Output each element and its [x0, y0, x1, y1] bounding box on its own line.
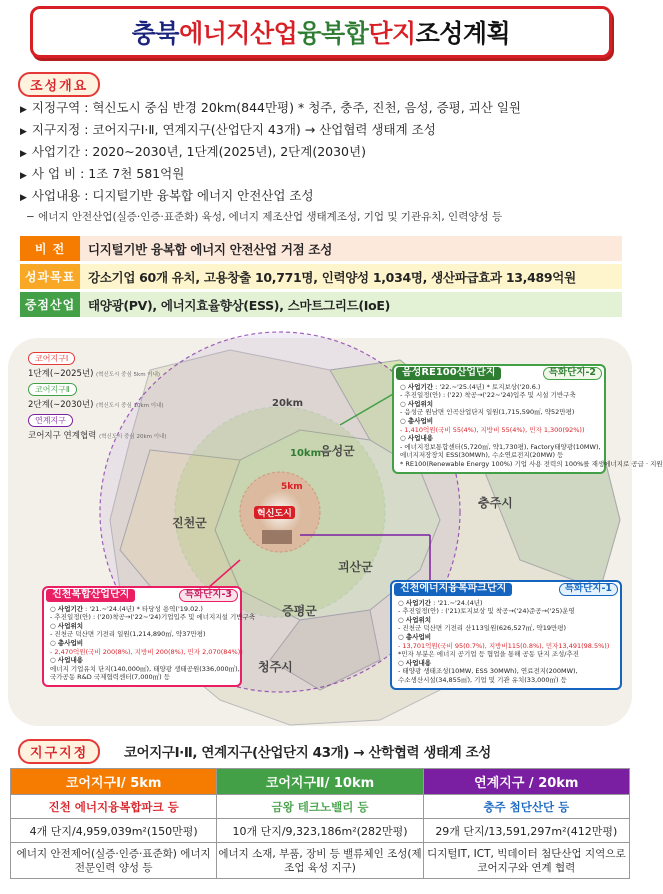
goesan-label: 괴산군 — [338, 560, 373, 574]
callout-line-text: 국가공동 R&D 국제협력센터(7,000㎡) 등 — [50, 673, 171, 682]
callout-line-heading: ○ 사업기간 — [400, 382, 434, 391]
callout-line — [400, 434, 600, 443]
callout-line — [398, 633, 616, 642]
callout-line — [400, 417, 600, 426]
callout-line-text: - 음성군 원남면 인곡산업단지 일원(1,715,590㎡, 약52만평) — [400, 408, 575, 417]
callout-line-text: *민자 부분은 에너지 공기업 등 협업을 통해 공동 단지 조성/추진 — [398, 650, 580, 659]
map-legend — [28, 352, 167, 441]
callout-line — [400, 459, 663, 469]
industry-row — [20, 292, 622, 317]
map-area — [0, 330, 663, 730]
ring-5km-label: 5km — [281, 482, 303, 492]
callout-line — [400, 383, 600, 392]
callout-line — [50, 605, 236, 614]
designation-label: 지구지정 — [18, 739, 100, 764]
overview-list — [20, 98, 630, 224]
callout-line-heading: ○ 사업기간 — [398, 598, 432, 607]
callout-line-heading: ○ 사업기간 — [50, 604, 84, 613]
callout-line-text: : '22.∼'25.(4년) * 토지보상('20.6.) — [433, 382, 541, 391]
overview-item — [20, 98, 630, 120]
overview-key: 지정구역 : — [31, 100, 89, 115]
callout-line-text: 에너지 기업유치 단지(140,000㎡), 태양광 생태공원(336,000㎡), — [50, 664, 240, 673]
callout-line-heading: ○ 총사업비 — [398, 632, 432, 641]
callout-line-text: - 13,701억원(국비 95(0.7%), 지방비115(0.8%), 민자13,491(98.5%)) — [398, 641, 610, 650]
callout-line — [398, 624, 616, 633]
overview-item — [20, 164, 630, 186]
legend-core2-text: 2단계(∼2030년) — [28, 400, 94, 410]
title-part-plan: 조성계획 — [415, 19, 511, 48]
callout-line-text: - 1,410억원(국비 55(4%), 지방비 55(4%), 민자 1,300(92%)) — [400, 425, 585, 434]
callout-line-heading: ○ 사업내용 — [400, 434, 434, 443]
overview-value: 디지털기반 융복합 에너지 안전산업 조성 — [92, 188, 314, 203]
overview-key: 사 업 비 : — [31, 166, 85, 181]
goal-key: 성과목표 — [20, 264, 80, 289]
overview-subnote: − 에너지 안전산업(실증·인증·표준화) 육성, 에너지 제조산업 생태계조성, 기업 및 기관유치, 인력양성 등 — [26, 211, 503, 223]
callout-line-text: 수소생산시설(34,855㎡), 기업 및 기관 유치(33,000㎡) 등 — [398, 675, 567, 684]
callout-jincheon-head — [46, 589, 238, 602]
callout-park-lines — [398, 599, 616, 685]
title-part-energy: 에너지산업 — [179, 19, 298, 48]
title-part-region: 충북 — [131, 19, 180, 48]
callout-line-heading: ○ 사업위치 — [50, 621, 84, 630]
overview-item — [20, 120, 630, 142]
callout-line-text: - 추진일정(안) : ('20)착공→('22∼'24)기업입주 및 에너지지설 기반구축 — [50, 613, 256, 622]
callout-line-heading: ○ 총사업비 — [400, 416, 434, 425]
overview-value: 2020∼2030년, 1단계(2025년), 2단계(2030년) — [92, 144, 366, 159]
zones-count-row — [11, 819, 630, 843]
callout-line — [400, 426, 600, 435]
callout-line-heading: ○ 사업위치 — [400, 399, 434, 408]
title-part-complex: 단지 — [368, 19, 416, 48]
legend-core1-pill: 코어지구Ⅰ — [28, 352, 75, 365]
callout-line — [50, 630, 236, 639]
zones-header-row — [11, 769, 630, 795]
designation-summary: 코어지구Ⅰ·Ⅱ, 연계지구(산업단지 43개) → 산학협력 생태계 조성 — [124, 745, 491, 761]
zone-core2-header: 코어지구Ⅱ/ 10km — [217, 769, 423, 795]
callout-eumseong-title: 음성RE100산업단지 — [396, 367, 501, 380]
overview-label: 조성개요 — [18, 72, 100, 97]
goal-value: 강소기업 60개 유치, 고용창출 10,771명, 인력양성 1,034명, 생산파급효과 13,489억원 — [80, 264, 622, 289]
industry-value: 태양광(PV), 에너지효율향상(ESS), 스마트그리드(IoE) — [80, 292, 622, 317]
zone-linked-desc: 디지털IT, ICT, 빅데이터 첨단산업 지역으로 코어지구와 연계 협력 — [423, 843, 629, 879]
callout-line-text: - 에너지정보통합센터(5,720㎡, 약1,730평), Factory태양광(10MW), — [400, 442, 601, 451]
zones-desc-row — [11, 843, 630, 879]
callout-line — [400, 451, 600, 460]
vision-key: 비 전 — [20, 236, 80, 261]
callout-line-text: - 2,470억원(국비 200(8%), 지방비 200(8%), 민자 2,070(84%)) — [50, 647, 243, 656]
overview-value: 1조 7천 581억원 — [88, 166, 185, 181]
triangle-bullet-icon: ▶ — [20, 193, 27, 203]
callout-line-text: - 추진일정(안) : ('22) 착공→('22∼'24)입주 및 시설 기반구축 — [400, 391, 576, 400]
callout-line — [398, 676, 616, 685]
overview-key: 사업기간 : — [31, 144, 89, 159]
zone-linked-subtitle: 충주 첨단산단 등 — [423, 795, 629, 819]
callout-park-title: 진천에너지융복파크단지 — [394, 583, 512, 596]
legend-core1-text: 1단계(∼2025년) — [28, 369, 94, 379]
callout-line-heading: ○ 사업내용 — [398, 658, 432, 667]
triangle-bullet-icon: ▶ — [20, 149, 27, 159]
triangle-bullet-icon: ▶ — [20, 171, 27, 181]
overview-key: 사업내용 : — [31, 188, 89, 203]
callout-line-text: : '21.∼'24.(4년) * 타당성 용역('19.02.) — [83, 604, 203, 613]
callout-line — [50, 613, 256, 622]
callout-line-text: : '21.∼'24.(4년) — [431, 598, 483, 607]
ring-10km-label: 10km — [290, 448, 321, 459]
zone-core2-desc: 에너지 소재, 부품, 장비 등 밸류체인 조성(제조업 육성 지구) — [217, 843, 423, 879]
callout-jincheon-complex — [42, 586, 256, 687]
callout-line-heading: ○ 사업내용 — [50, 656, 84, 665]
callout-eumseong-re100 — [392, 364, 663, 474]
callout-line — [398, 650, 616, 659]
page-title — [30, 6, 612, 58]
callout-line — [398, 599, 616, 608]
triangle-bullet-icon: ▶ — [20, 127, 27, 137]
callout-line-heading: ○ 사업위치 — [398, 615, 432, 624]
title-part-convergence: 융복합 — [297, 19, 369, 48]
zone-core1-desc: 에너지 안전제어(실증·인증·표준화) 에너지 전문인력 양성 등 — [11, 843, 217, 879]
callout-line — [398, 607, 616, 616]
zone-linked-header: 연계지구 / 20km — [423, 769, 629, 795]
zones-subtitle-row — [11, 795, 630, 819]
callout-line — [50, 639, 236, 648]
jincheon-label: 진천군 — [172, 516, 207, 530]
cheongju-label: 청주시 — [258, 660, 293, 674]
legend-core2-note: (혁신도시 중심 10km 이내) — [95, 403, 164, 409]
zone-linked-count: 29개 단지/13,591,297m²(412만평) — [423, 819, 629, 843]
callout-jincheon-tag: 특화단지-3 — [179, 589, 238, 602]
legend-core1-note: (혁신도시 중심 5km 이내) — [95, 372, 161, 378]
callout-line-text: - 진천군 덕산면 기전리 일원(1,214,890㎡, 약37만평) — [50, 630, 206, 639]
overview-item — [20, 186, 630, 208]
chungju-label: 충주시 — [478, 496, 513, 510]
legend-linked-text: 코어지구 연계협력 — [28, 431, 97, 441]
legend-core2-pill: 코어지구Ⅱ — [28, 383, 77, 396]
legend-linked-note: (혁신도시 중심 20km 이내) — [98, 434, 167, 440]
highlights — [20, 236, 622, 317]
zone-core1-count: 4개 단지/4,959,039m²(150만평) — [11, 819, 217, 843]
callout-line-text: * RE100(Renewable Energy 100%) 기업 사용 전력의 100%를 재생에너지로 공급 · 지원 — [400, 459, 663, 468]
overview-key: 지구지정 : — [31, 122, 89, 137]
industrial-patch — [262, 530, 292, 544]
ring-20km-label: 20km — [272, 398, 303, 409]
vision-row — [20, 236, 622, 261]
zone-core2-count: 10개 단지/9,323,186m²(282만평) — [217, 819, 423, 843]
vision-value: 디지털기반 융복합 에너지 안전산업 거점 조성 — [80, 236, 622, 261]
zone-core1-subtitle: 진천 에너지융복합파크 등 — [11, 795, 217, 819]
zones-table-wrap — [10, 768, 630, 879]
callout-line-text: - 태양광 생태조성(10MW, ESS 30MWh), 연료전지(200MW), — [398, 667, 578, 676]
goal-row — [20, 264, 622, 289]
callout-line — [400, 408, 600, 417]
eumseong-label: 음성군 — [320, 444, 355, 458]
jeungpyeong-label: 증평군 — [282, 604, 317, 618]
callout-line — [398, 642, 616, 651]
callout-line-text: 에너지저장장치 ESS(30MWh), 수소연료전지(20MW) 등 — [400, 451, 564, 460]
overview-item — [20, 142, 630, 164]
industry-key: 중점산업 — [20, 292, 80, 317]
callout-jincheon-title: 진천복합산업단지 — [46, 589, 135, 602]
callout-line — [50, 656, 236, 665]
callout-line — [50, 647, 243, 657]
zone-core1-header: 코어지구Ⅰ/ 5km — [11, 769, 217, 795]
triangle-bullet-icon: ▶ — [20, 105, 27, 115]
callout-line-text: - 추진일정(안) : ('21)토지보상 및 착공→('24)준공→('25)운영 — [398, 607, 575, 616]
callout-jincheon-lines — [50, 604, 256, 682]
callout-line — [398, 667, 616, 676]
callout-eumseong-tag: 특화단지-2 — [543, 367, 602, 380]
callout-eumseong-lines — [400, 382, 663, 469]
hyeoksin-label: 혁신도시 — [254, 506, 295, 519]
callout-line-text: - 진천군 덕산면 기전리 산113일원(626,527㎡, 약19만평) — [398, 624, 567, 633]
zones-table — [10, 768, 630, 879]
callout-line-heading: ○ 총사업비 — [50, 638, 84, 647]
zone-core2-subtitle: 금왕 테크노밸리 등 — [217, 795, 423, 819]
callout-energy-park — [390, 580, 622, 690]
callout-park-head — [394, 583, 618, 596]
callout-eumseong-head — [396, 367, 602, 380]
legend-linked-pill: 연계지구 — [28, 414, 73, 427]
callout-line — [50, 673, 236, 682]
callout-park-tag: 특화단지-1 — [559, 583, 618, 596]
callout-line — [400, 391, 600, 400]
overview-value: 혁신도시 중심 반경 20km(844만평) * 청주, 충주, 진천, 음성, 증평, 괴산 일원 — [92, 100, 521, 115]
overview-value: 코어지구Ⅰ·Ⅱ, 연계지구(산업단지 43개) → 산업협력 생태계 조성 — [92, 122, 436, 137]
